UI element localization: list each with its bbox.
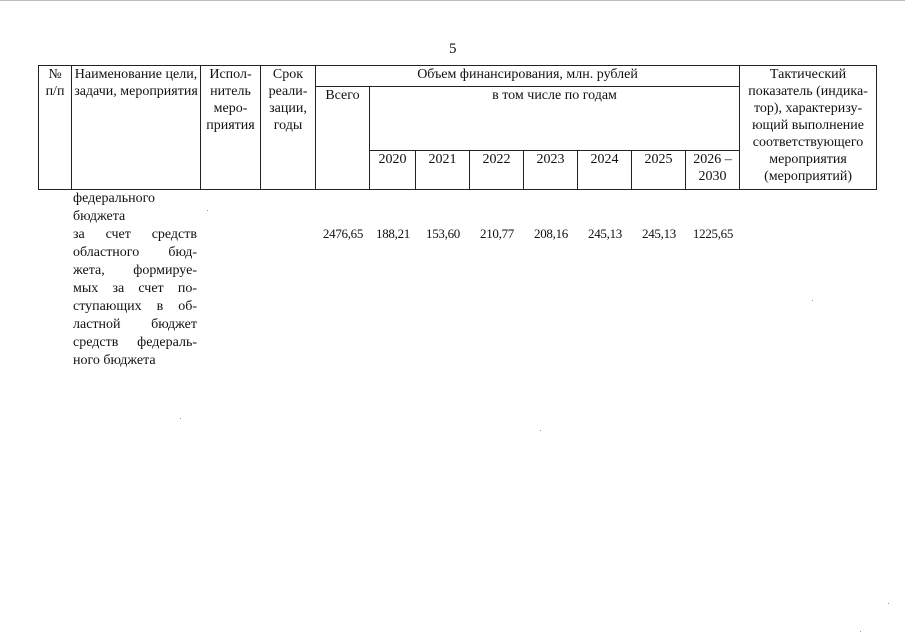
header-indicator: Тактический показатель (индика-тор), характеризу-ющий выполнение соответствующего мероприятия (мероприятий) <box>740 66 877 190</box>
row-year-value: 153,60 <box>426 226 460 241</box>
scan-speck <box>207 210 208 211</box>
row-description: за счет средств областного бюд-жета, формируе-мых за счет по-ступающих в об-ластной бюджет средств федераль-ного бюджета <box>73 227 197 368</box>
page-number: 5 <box>449 41 457 57</box>
header-name: Наименование цели, задачи, мероприятия <box>72 66 201 190</box>
header-year: 2025 <box>632 151 686 190</box>
row-year-value: 188,21 <box>376 226 410 241</box>
header-year: 2020 <box>370 151 416 190</box>
scan-speck <box>180 418 181 419</box>
header-year: 2026 – 2030 <box>686 151 740 190</box>
scan-speck <box>860 631 861 632</box>
row-total-value: 2476,65 <box>322 226 364 241</box>
row-year-value: 1225,65 <box>692 226 734 241</box>
header-funding: Объем финансирования, млн. рублей <box>316 66 740 87</box>
header-year: 2024 <box>578 151 632 190</box>
header-year: 2021 <box>416 151 470 190</box>
header-number: № п/п <box>39 66 72 190</box>
header-term: Срок реали-зации, годы <box>261 66 316 190</box>
row-year-value: 210,77 <box>480 226 514 241</box>
header-year: 2023 <box>524 151 578 190</box>
header-total: Всего <box>316 87 370 190</box>
header-executor: Испол-нитель меро-приятия <box>201 66 261 190</box>
header-year: 2022 <box>470 151 524 190</box>
scan-speck <box>540 430 541 431</box>
row-year-value: 245,13 <box>588 226 622 241</box>
row-year-value: 208,16 <box>534 226 568 241</box>
top-border-line <box>0 0 905 1</box>
financing-table-header <box>38 65 876 190</box>
row-year-value: 245,13 <box>642 226 676 241</box>
header-by-years: в том числе по годам <box>370 87 740 151</box>
scan-speck <box>812 300 813 301</box>
row-description: федерального бюджета <box>73 191 156 224</box>
scan-speck <box>888 603 889 604</box>
